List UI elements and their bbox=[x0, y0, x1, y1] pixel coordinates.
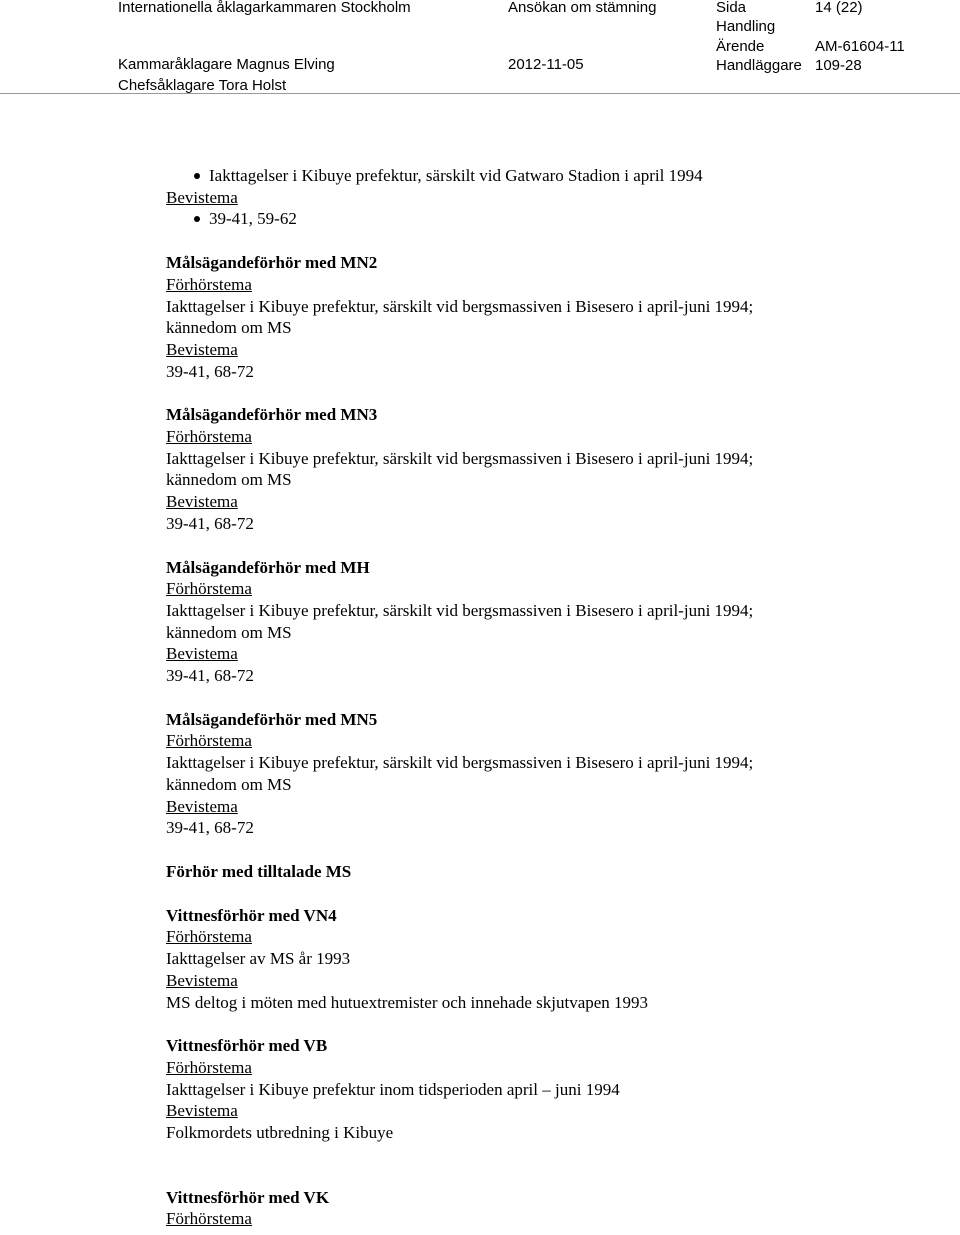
section-heading: Förhör med tilltalade MS bbox=[166, 861, 352, 881]
header-arende-label: Ärende bbox=[716, 38, 765, 55]
bullet-item bbox=[166, 208, 866, 230]
bevistema-text: 39-41, 68-72 bbox=[166, 361, 254, 381]
forhorstema-text: kännedom om MS bbox=[166, 774, 292, 794]
bevistema-text: 39-41, 68-72 bbox=[166, 666, 254, 686]
bevistema-label: Bevistema bbox=[166, 796, 238, 816]
section-heading: Vittnesförhör med VN4 bbox=[166, 905, 337, 925]
header-prosecutor-1: Kammaråklagare Magnus Elving bbox=[118, 56, 335, 73]
section-heading: Målsägandeförhör med MN5 bbox=[166, 709, 378, 729]
forhorstema-text: Iakttagelser av MS år 1993 bbox=[166, 949, 351, 969]
forhorstema-text: kännedom om MS bbox=[166, 318, 292, 338]
header-sida-value: 14 (22) bbox=[815, 0, 863, 16]
header-handlaggare-label: Handläggare bbox=[716, 57, 802, 74]
bullet-item bbox=[166, 165, 866, 187]
hearing-section bbox=[166, 404, 866, 534]
bullet-text: Iakttagelser i Kibuye prefektur, särskilt vid Gatwaro Stadion i april 1994 bbox=[209, 166, 703, 185]
forhorstema-text: kännedom om MS bbox=[166, 622, 292, 642]
hearing-section bbox=[166, 709, 866, 839]
forhorstema-label: Förhörstema bbox=[166, 1057, 252, 1077]
bevistema-label: Bevistema bbox=[166, 492, 238, 512]
forhorstema-text: Iakttagelser i Kibuye prefektur, särskilt vid bergsmassiven i Bisesero i april-juni 1994; bbox=[166, 448, 754, 468]
forhorstema-label: Förhörstema bbox=[166, 1209, 252, 1229]
header-date: 2012-11-05 bbox=[508, 56, 584, 73]
header-divider bbox=[0, 93, 960, 94]
bullet-text: 39-41, 59-62 bbox=[209, 209, 297, 229]
header-doc-type: Ansökan om stämning bbox=[508, 0, 657, 16]
forhorstema-text: Iakttagelser i Kibuye prefektur, särskilt vid bergsmassiven i Bisesero i april-juni 1994; bbox=[166, 600, 754, 620]
hearing-section bbox=[166, 557, 866, 687]
header-org: Internationella åklagarkammaren Stockholm bbox=[118, 0, 411, 16]
hearing-section bbox=[166, 861, 866, 883]
forhorstema-text: Iakttagelser i Kibuye prefektur inom tidsperioden april – juni 1994 bbox=[166, 1079, 620, 1099]
header-handlaggare-value: 109-28 bbox=[815, 57, 862, 74]
bevistema-text: 39-41, 68-72 bbox=[166, 818, 254, 838]
forhorstema-label: Förhörstema bbox=[166, 927, 252, 947]
forhorstema-text: kännedom om MS bbox=[166, 470, 292, 490]
bevistema-label: Bevistema bbox=[166, 970, 238, 990]
witness-section bbox=[166, 905, 866, 1014]
section-heading: Målsägandeförhör med MH bbox=[166, 557, 370, 577]
bevistema-label: Bevistema bbox=[166, 644, 238, 664]
bullet-icon bbox=[194, 173, 200, 179]
bevistema-label: Bevistema bbox=[166, 187, 238, 207]
section-heading: Målsägandeförhör med MN3 bbox=[166, 405, 378, 425]
bevistema-text: MS deltog i möten med hutuextremister och innehade skjutvapen 1993 bbox=[166, 992, 649, 1012]
forhorstema-label: Förhörstema bbox=[166, 731, 252, 751]
hearing-section bbox=[166, 252, 866, 382]
header-handling-label: Handling bbox=[716, 18, 776, 35]
bevistema-label: Bevistema bbox=[166, 339, 238, 359]
bevistema-label: Bevistema bbox=[166, 1101, 238, 1121]
bevistema-text: 39-41, 68-72 bbox=[166, 513, 254, 533]
section-heading: Vittnesförhör med VK bbox=[166, 1187, 330, 1207]
forhorstema-text: Iakttagelser i Kibuye prefektur, särskilt vid bergsmassiven i Bisesero i april-juni 1994; bbox=[166, 753, 754, 773]
document-body bbox=[166, 165, 866, 1230]
forhorstema-label: Förhörstema bbox=[166, 579, 252, 599]
bevistema-text: Folkmordets utbredning i Kibuye bbox=[166, 1123, 394, 1143]
forhorstema-label: Förhörstema bbox=[166, 427, 252, 447]
forhorstema-text: Iakttagelser i Kibuye prefektur, särskilt vid bergsmassiven i Bisesero i april-juni 1994; bbox=[166, 296, 754, 316]
witness-section bbox=[166, 1187, 866, 1230]
forhorstema-label: Förhörstema bbox=[166, 274, 252, 294]
bullet-icon bbox=[194, 216, 200, 222]
section-heading: Målsägandeförhör med MN2 bbox=[166, 253, 378, 273]
header-prosecutor-2: Chefsåklagare Tora Holst bbox=[118, 77, 287, 94]
header-arende-value: AM-61604-11 bbox=[815, 38, 905, 55]
witness-section bbox=[166, 1035, 866, 1144]
section-heading: Vittnesförhör med VB bbox=[166, 1036, 328, 1056]
header-sida-label: Sida bbox=[716, 0, 747, 16]
